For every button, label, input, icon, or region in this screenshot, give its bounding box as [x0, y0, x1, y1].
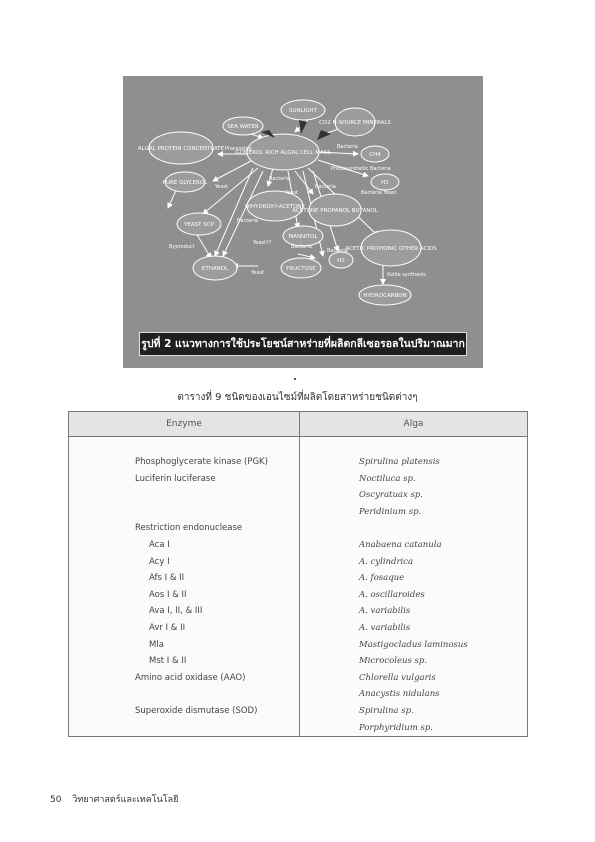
edge-yeast-q: Yeast??: [253, 240, 272, 246]
label-h2-top: H2: [381, 180, 389, 186]
label-protein: ALGAL PROTEIN CONCENTRATE: [137, 146, 225, 152]
edge-yeast-1: Yeast: [215, 184, 229, 190]
table-row: [69, 653, 527, 669]
label-h2-bottom: H2: [337, 258, 345, 264]
table-row: [69, 587, 527, 603]
enzyme-cell: Aca I: [149, 540, 170, 550]
diagram-nodes: [149, 100, 421, 305]
label-ch4: CH4: [369, 152, 381, 158]
label-glycerol: GLYCEROL RICH ALGAL CELL MASS: [235, 150, 331, 156]
label-co2: CO2 N-SOURCE MINERALS: [319, 120, 391, 126]
table-row: [69, 570, 527, 586]
enzyme-table: [68, 411, 528, 737]
table-row: [69, 554, 527, 570]
alga-cell: A. variabilis: [359, 606, 411, 617]
enzyme-cell: Superoxide dismutase (SOD): [135, 706, 258, 716]
enzyme-cell: Phosphoglycerate kinase (PGK): [135, 457, 268, 467]
enzyme-cell: Amino acid oxidase (AAO): [135, 672, 246, 683]
enzyme-cell: Afs I & II: [149, 573, 185, 584]
label-yeast-scp: YEAST SCP: [184, 222, 214, 228]
enzyme-cell: Mst I & II: [149, 656, 187, 667]
table-row: [69, 720, 527, 736]
alga-cell: Anabaena catanula: [359, 540, 442, 550]
table-row: [69, 454, 527, 470]
edge-bacteria-yeast: Bacteria Yeast: [361, 190, 397, 196]
edge-photosynthetic: Photosynthetic Bacteria: [331, 166, 391, 172]
header-enzyme: Enzyme: [166, 419, 202, 429]
edge-kolbe: Kolbe synthesis: [387, 272, 426, 278]
edge-bacteria-1: Bacteria: [337, 144, 358, 150]
page-number: 50: [50, 795, 62, 805]
journal-name: วิทยาศาสตร์และเทคโนโลยี: [72, 795, 179, 805]
label-sunlight: SUNLIGHT: [288, 108, 318, 114]
page-footer: [50, 792, 178, 806]
label-ethanol: ETHANOL: [201, 266, 229, 272]
table-row: [69, 471, 527, 487]
table-row: [69, 603, 527, 619]
enzyme-cell: Mla: [149, 639, 164, 650]
table-row: [69, 504, 527, 520]
edge-yeast-3: Yeast: [251, 270, 265, 276]
label-acetic: ACETIC PROPIONIC OTHER ACIDS: [345, 246, 437, 252]
alga-cell: Anacystis nidulans: [359, 689, 440, 700]
figure-glycerol-diagram: [123, 76, 483, 368]
thick-arrow-right: [317, 130, 331, 140]
label-pure-glycerol: PURE GLYCEROL: [162, 180, 208, 186]
label-mannitol: MANNITOL: [288, 234, 318, 240]
header-alga: Alga: [403, 419, 424, 429]
alga-cell: Noctiluca sp.: [359, 473, 416, 484]
alga-cell: Microcoleus sp.: [359, 656, 428, 667]
alga-cell: Spirulina sp.: [359, 706, 414, 716]
label-acetone: ACETONE PROPANOL BUTANOL: [292, 208, 378, 214]
enzyme-cell: Avr I & II: [149, 623, 186, 633]
label-hydrocarbon: HYDROCARBON: [363, 293, 407, 299]
enzyme-cell: Luciferin luciferase: [135, 473, 216, 484]
edge-bacteria-4: Bacteria: [237, 218, 258, 224]
table-row: [69, 487, 527, 503]
alga-cell: A. oscillaroides: [359, 589, 425, 600]
enzyme-cell: Aos I & II: [149, 589, 187, 600]
alga-cell: Peridinium sp.: [359, 506, 422, 517]
diagram-svg: [123, 76, 483, 368]
table-header-row: [69, 412, 527, 437]
table-row: [69, 703, 527, 719]
edge-bacteria-6: Bacteria: [327, 248, 348, 254]
enzyme-cell: Ava I, II, & III: [149, 606, 203, 617]
label-seawater: SEA WATER: [227, 124, 259, 130]
edge-yeast-2: Yeast: [285, 190, 299, 196]
enzyme-cell: Acy I: [149, 556, 170, 567]
stray-mark: [294, 378, 296, 380]
table-row: [69, 520, 527, 536]
thick-arrow-top: [299, 120, 307, 134]
alga-cell: Porphyridium sp.: [359, 722, 433, 733]
edge-byproduct: Byproduct: [169, 244, 195, 250]
alga-cell: Mastigocladus laminosus: [359, 639, 468, 650]
alga-cell: Spirulina platensis: [359, 457, 440, 467]
table-row: [69, 670, 527, 686]
edge-bacteria-5: Bacteria: [291, 244, 312, 250]
alga-cell: Oscyratuax sp.: [359, 490, 423, 501]
label-dihydroxy: DIHYDROXY-ACETONE: [245, 204, 305, 210]
table-row: [69, 537, 527, 553]
edge-bacteria-3: Bacteria: [315, 184, 336, 190]
table-row: [69, 620, 527, 636]
alga-cell: A. fosaque: [359, 573, 405, 584]
alga-cell: A. variabilis: [359, 623, 411, 633]
alga-cell: A. cylindrica: [359, 556, 414, 567]
table-title: ตารางที่ 9 ชนิดของเอนไซม์ที่ผลิตโดยสาหร่ายชนิดต่างๆ: [177, 392, 418, 403]
enzyme-cell: Restriction endonuclease: [135, 523, 243, 534]
edge-processing: Processing: [225, 146, 252, 152]
edge-bacteria-2: Bacteria: [269, 176, 290, 182]
alga-cell: Chlorella vulgaris: [359, 672, 436, 683]
table-row: [69, 686, 527, 702]
label-fructose: FRUCTOSE: [286, 266, 316, 272]
table-row: [69, 637, 527, 653]
figure-caption: รูปที่ 2 แนวทางการใช้ประโยชน์สาหร่ายที่ผลิตกลีเซอรอลในปริมาณมาก: [139, 332, 467, 356]
